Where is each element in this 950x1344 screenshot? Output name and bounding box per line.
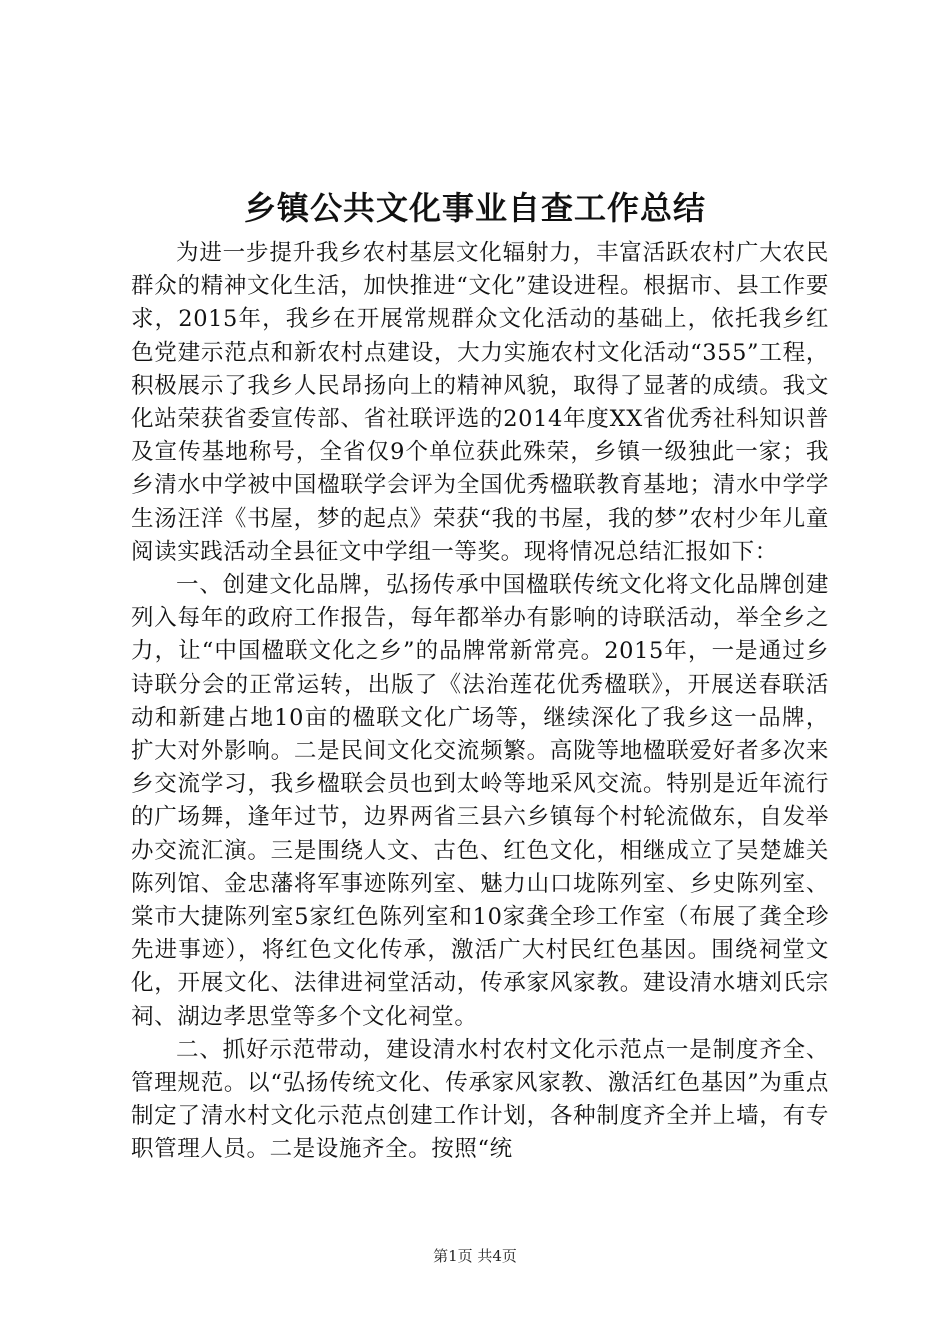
page-footer: 第1页 共4页 [433, 1247, 517, 1265]
paragraph-section-one: 一、创建文化品牌，弘扬传承中国楹联传统文化将文化品牌创建列入每年的政府工作报告，每年都举办有影响的诗联活动，举全乡之力，让“中国楹联文化之乡”的品牌常新常亮。2015年，一是通过乡诗联分会的正常运转，出版了《法治莲花优秀楹联》，开展送春联活动和新建占地10亩的楹联文化广场等，继续深化了我乡这一品牌，扩大对外影响。二是民间文化交流频繁。高陇等地楹联爱好者多次来乡交流学习，我乡楹联会员也到太岭等地采风交流。特别是近年流行的广场舞，逢年过节，边界两省三县六乡镇每个村轮流做东，自发举办交流汇演。三是围绕人文、古色、红色文化，相继成立了吴楚雄关陈列馆、金忠藩将军事迹陈列室、魅力山口垅陈列室、乡史陈列室、棠市大捷陈列室5家红色陈列室和10家龚全珍工作室（布展了龚全珍先进事迹），将红色文化传承，激活广大村民红色基因。围绕祠堂文化，开展文化、法律进祠堂活动，传承家风家教。建设清水塘刘氏宗祠、湖边孝思堂等多个文化祠堂。 [131, 572, 829, 1030]
document-body [131, 237, 829, 1167]
paragraph-section-two: 二、抓好示范带动，建设清水村农村文化示范点一是制度齐全、管理规范。以“弘扬传统文化、传承家风家教、激活红色基因”为重点制定了清水村文化示范点创建工作计划，各种制度齐全并上墙，有专职管理人员。二是设施齐全。按照“统 [131, 1036, 829, 1163]
paragraph-intro: 为进一步提升我乡农村基层文化辐射力，丰富活跃农村广大农民群众的精神文化生活，加快推进“文化”建设进程。根据市、县工作要求，2015年，我乡在开展常规群众文化活动的基础上，依托我乡红色党建示范点和新农村点建设，大力实施农村文化活动“355”工程，积极展示了我乡人民昂扬向上的精神风貌，取得了显著的成绩。我文化站荣获省委宣传部、省社联评选的2014年度XX省优秀社科知识普及宣传基地称号，全省仅9个单位获此殊荣，乡镇一级独此一家；我乡清水中学被中国楹联学会评为全国优秀楹联教育基地；清水中学学生汤汪洋《书屋，梦的起点》荣获“我的书屋，我的梦”农村少年儿童阅读实践活动全县征文中学组一等奖。现将情况总结汇报如下： [131, 240, 829, 565]
document-title: 乡镇公共文化事业自查工作总结 [243, 189, 706, 227]
